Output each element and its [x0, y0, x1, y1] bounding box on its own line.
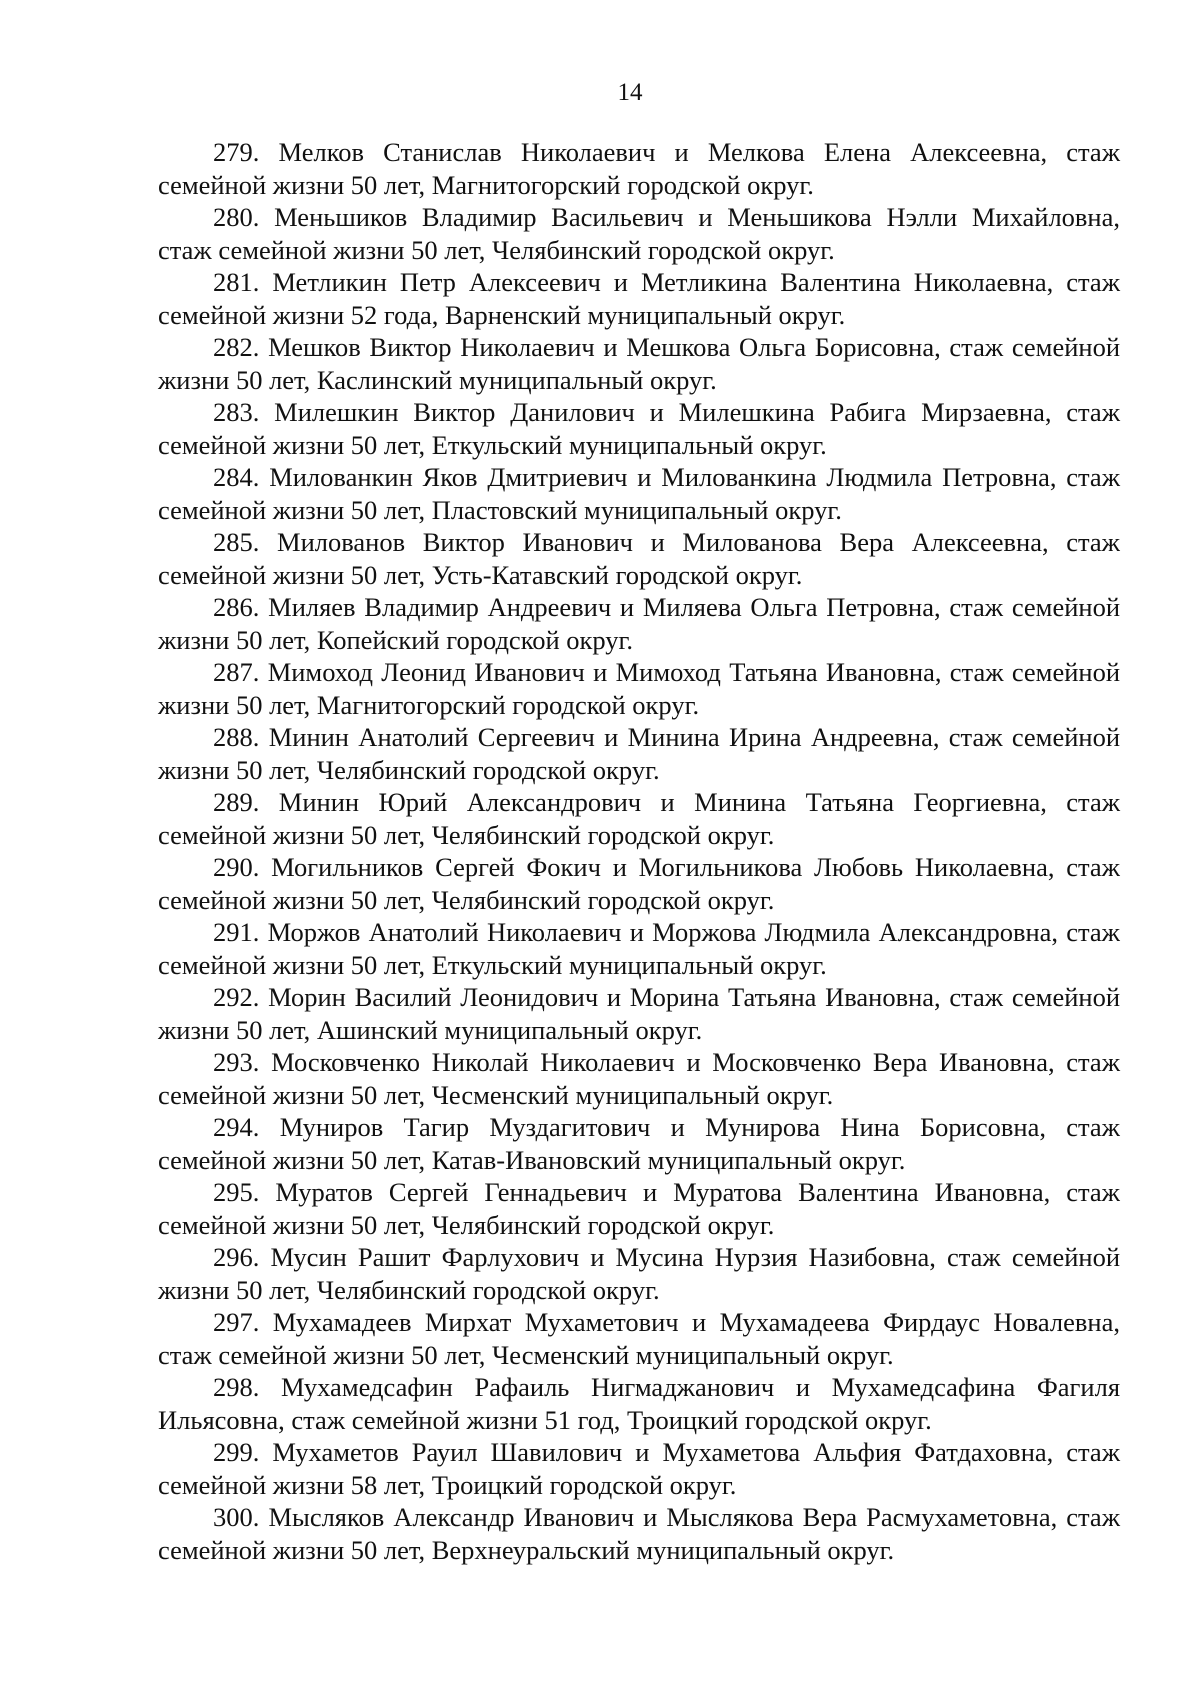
entry-text: Мусин Рашит Фарлухович и Мусина Нурзия Назибовна, стаж семейной жизни 50 лет, Челябинский городской округ. — [158, 1242, 1121, 1305]
list-item — [158, 721, 1120, 786]
entry-text: Моржов Анатолий Николаевич и Моржова Людмила Александровна, стаж семейной жизни 50 лет, Еткульский муниципальный округ. — [158, 917, 1120, 980]
entries-list — [158, 136, 1120, 1566]
list-item — [158, 1111, 1120, 1176]
entry-text: Минин Юрий Александрович и Минина Татьяна Георгиевна, стаж семейной жизни 50 лет, Челябинский городской округ. — [158, 787, 1121, 850]
entry-text: Московченко Николай Николаевич и Московченко Вера Ивановна, стаж семейной жизни 50 лет, Чесменский муниципальный округ. — [158, 1047, 1120, 1110]
list-item — [158, 591, 1120, 656]
entry-number: 294. — [213, 1112, 260, 1142]
list-item — [158, 1436, 1120, 1501]
entry-number: 279. — [213, 137, 260, 167]
entry-number: 287. — [213, 657, 260, 687]
list-item — [158, 1501, 1120, 1566]
list-item — [158, 1306, 1120, 1371]
list-item — [158, 786, 1120, 851]
list-item — [158, 1241, 1120, 1306]
entry-text: Мимоход Леонид Иванович и Мимоход Татьяна Ивановна, стаж семейной жизни 50 лет, Магнитогорский городской округ. — [158, 657, 1120, 720]
list-item — [158, 1046, 1120, 1111]
entry-number: 280. — [213, 202, 260, 232]
entry-number: 282. — [213, 332, 260, 362]
entry-number: 288. — [213, 722, 260, 752]
entry-number: 285. — [213, 527, 260, 557]
list-item — [158, 981, 1120, 1046]
entry-text: Милованов Виктор Иванович и Милованова Вера Алексеевна, стаж семейной жизни 50 лет, Усть-Катавский городской округ. — [158, 527, 1120, 590]
entry-text: Миляев Владимир Андреевич и Миляева Ольга Петровна, стаж семейной жизни 50 лет, Копейский городской округ. — [158, 592, 1120, 655]
entry-number: 297. — [213, 1307, 260, 1337]
entry-text: Муниров Тагир Муздагитович и Мунирова Нина Борисовна, стаж семейной жизни 50 лет, Катав-Ивановский муниципальный округ. — [158, 1112, 1120, 1175]
page-number: 14 — [617, 79, 643, 106]
entry-text: Могильников Сергей Фокич и Могильникова Любовь Николаевна, стаж семейной жизни 50 лет, Челябинский городской округ. — [158, 852, 1120, 915]
entry-text: Милешкин Виктор Данилович и Милешкина Рабига Мирзаевна, стаж семейной жизни 50 лет, Еткульский муниципальный округ. — [158, 397, 1120, 460]
list-item — [158, 461, 1120, 526]
entry-text: Меньшиков Владимир Васильевич и Меньшикова Нэлли Михайловна, стаж семейной жизни 50 лет, Челябинский городской округ. — [158, 202, 1120, 265]
entry-text: Метликин Петр Алексеевич и Метликина Валентина Николаевна, стаж семейной жизни 52 года, Варненский муниципальный округ. — [158, 267, 1121, 330]
list-item — [158, 266, 1120, 331]
entry-text: Мухаметов Рауил Шавилович и Мухаметова Альфия Фатдаховна, стаж семейной жизни 58 лет, Троицкий городской округ. — [158, 1437, 1121, 1500]
entry-number: 292. — [213, 982, 260, 1012]
entry-number: 295. — [213, 1177, 260, 1207]
entry-text: Мухамадеев Мирхат Мухаметович и Мухамадеева Фирдаус Новалевна, стаж семейной жизни 50 лет, Чесменский муниципальный округ. — [158, 1307, 1120, 1370]
entry-number: 290. — [213, 852, 260, 882]
entry-number: 289. — [213, 787, 260, 817]
list-item — [158, 136, 1120, 201]
list-item — [158, 656, 1120, 721]
entry-text: Мелков Станислав Николаевич и Мелкова Елена Алексеевна, стаж семейной жизни 50 лет, Магнитогорский городской округ. — [158, 137, 1120, 200]
entry-number: 286. — [213, 592, 260, 622]
entry-text: Мешков Виктор Николаевич и Мешкова Ольга Борисовна, стаж семейной жизни 50 лет, Каслинский муниципальный округ. — [158, 332, 1121, 395]
entry-text: Милованкин Яков Дмитриевич и Милованкина Людмила Петровна, стаж семейной жизни 50 лет, Пластовский муниципальный округ. — [158, 462, 1120, 525]
entry-number: 281. — [213, 267, 260, 297]
list-item — [158, 1371, 1120, 1436]
list-item — [158, 1176, 1120, 1241]
list-item — [158, 331, 1120, 396]
list-item — [158, 201, 1120, 266]
entry-number: 298. — [213, 1372, 260, 1402]
entry-text: Морин Василий Леонидович и Морина Татьяна Ивановна, стаж семейной жизни 50 лет, Ашинский муниципальный округ. — [158, 982, 1121, 1045]
entry-number: 299. — [213, 1437, 260, 1467]
list-item — [158, 916, 1120, 981]
entry-text: Мухамедсафин Рафаиль Нигмаджанович и Мухамедсафина Фагиля Ильясовна, стаж семейной жизни 51 год, Троицкий городской округ. — [158, 1372, 1121, 1435]
entry-text: Мысляков Александр Иванович и Мыслякова Вера Расмухаметовна, стаж семейной жизни 50 лет, Верхнеуральский муниципальный округ. — [158, 1502, 1121, 1565]
entry-number: 296. — [213, 1242, 260, 1272]
entry-number: 293. — [213, 1047, 260, 1077]
list-item — [158, 396, 1120, 461]
list-item — [158, 526, 1120, 591]
entry-text: Муратов Сергей Геннадьевич и Муратова Валентина Ивановна, стаж семейной жизни 50 лет, Челябинский городской округ. — [158, 1177, 1120, 1240]
entry-number: 284. — [213, 462, 260, 492]
entry-number: 300. — [213, 1502, 260, 1532]
entry-number: 291. — [213, 917, 260, 947]
list-item — [158, 851, 1120, 916]
entry-text: Минин Анатолий Сергеевич и Минина Ирина Андреевна, стаж семейной жизни 50 лет, Челябинский городской округ. — [158, 722, 1121, 785]
entry-number: 283. — [213, 397, 260, 427]
